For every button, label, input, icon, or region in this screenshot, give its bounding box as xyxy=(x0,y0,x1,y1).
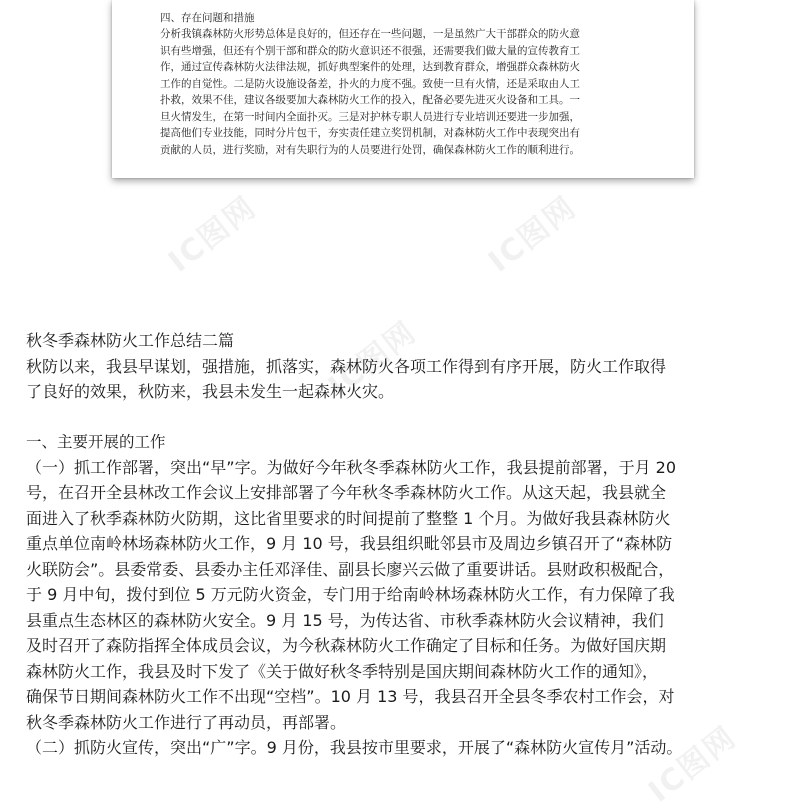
preview-text-line: 作，通过宣传森林防火法律法规，抓好典型案件的处理，达到教育群众，增强群众森林防火 xyxy=(160,61,580,73)
body-line: （一）抓工作部署，突出“早”字。为做好今年秋冬季森林防火工作，我县提前部署，于月 20 xyxy=(26,457,677,477)
document-page-preview xyxy=(112,0,694,178)
preview-text-line: 识有些增强，但还有个别干部和群众的防火意识还不很强，还需要我们做大量的宣传教育工 xyxy=(160,44,580,57)
paragraph-gap xyxy=(26,405,786,430)
body-line: 号，在召开全县林改工作会议上安排部署了今年秋冬季森林防火工作。从这天起，我县就全 xyxy=(26,483,667,502)
preview-text-line: 提高他们专业技能，同时分片包干，夯实责任建立奖罚机制，对森林防火工作中表现突出有 xyxy=(160,127,580,139)
watermark: IC图网 xyxy=(162,189,264,280)
preview-text-line: 贡献的人员，进行奖励，对有失职行为的人员要进行处罚，确保森林防火工作的顺利进行。 xyxy=(160,143,580,156)
body-line: 确保节日期间森林防火工作不出现“空档”。10 月 13 号，我县召开全县冬季农村工作会，对 xyxy=(26,687,675,706)
body-line: 重点单位南岭林场森林防火工作，9 月 10 号，我县组织毗邻县市及周边乡镇召开了“森林防 xyxy=(26,534,673,553)
watermark: IC图网 xyxy=(642,719,744,810)
body-line: （二）抓防火宣传，突出“广”字。9 月份，我县按市里要求，开展了“森林防火宣传月”活动。 xyxy=(26,738,683,757)
section-heading: 一、主要开展的工作 xyxy=(26,432,166,451)
intro-line: 了良好的效果，秋防来，我县未发生一起森林火灾。 xyxy=(26,382,395,401)
preview-text-line: 旦火情发生，在第一时间内全面扑灭。三是对护林专职人员进行专业培训还要进一步加强， xyxy=(160,110,580,123)
body-line: 面进入了秋季森林防火防期，这比省里要求的时间提前了整整 1 个月。为做好我县森林防火 xyxy=(26,508,671,528)
preview-text-line: 扑救，效果不佳，建议各级要加大森林防火工作的投入，配备必要先进灭火设备和工具。一 xyxy=(160,94,580,106)
preview-text-line: 分析我镇森林防火形势总体是良好的，但还存在一些问题，一是虽然广大干部群众的防火意 xyxy=(160,28,580,40)
body-line: 及时召开了森防指挥全体成员会议，为今秋森林防火工作确定了目标和任务。为做好国庆期 xyxy=(26,636,667,655)
article-title: 秋冬季森林防火工作总结二篇 xyxy=(26,331,235,350)
body-line: 火联防会”。县委常委、县委办主任邓泽佳、副县长廖兴云做了重要讲话。县财政积极配合， xyxy=(26,559,675,579)
article-body xyxy=(26,328,786,761)
preview-text-line: 工作的自觉性。二是防火设施设备差，扑火的力度不强。致使一旦有火情，还是采取由人工 xyxy=(160,77,580,90)
watermark: IC图网 xyxy=(322,314,424,405)
body-line: 森林防火工作，我县及时下发了《关于做好秋冬季特别是国庆期间森林防火工作的通知》， xyxy=(26,661,659,681)
body-line: 于 9 月中旬，拨付到位 5 万元防火资金，专门用于给南岭林场森林防火工作，有力保障了我 xyxy=(26,585,675,604)
body-line: 县重点生态林区的森林防火安全。9 月 15 号，为传达省、市秋季森林防火会议精神，我们 xyxy=(26,610,664,630)
intro-line: 秋防以来，我县早谋划，强措施，抓落实，森林防火各项工作得到有序开展，防火工作取得 xyxy=(26,356,667,376)
body-line: 秋冬季森林防火工作进行了再动员，再部署。 xyxy=(26,712,347,732)
preview-section-title: 四、存在问题和措施 xyxy=(160,12,255,24)
watermark: IC图网 xyxy=(482,189,584,280)
